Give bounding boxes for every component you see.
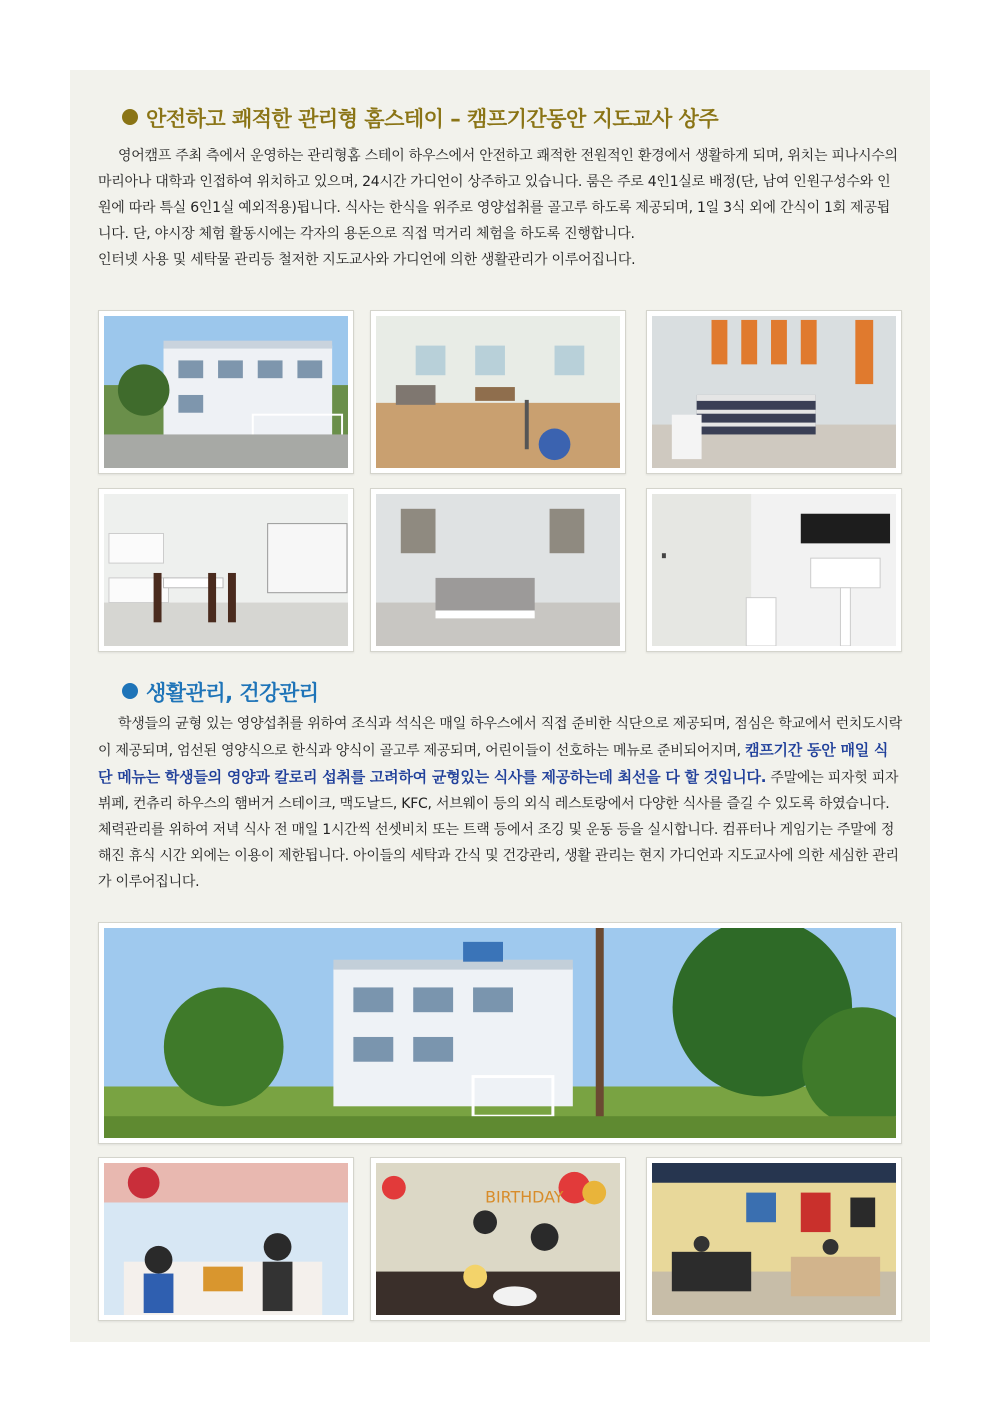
photo-bathroom	[646, 488, 902, 652]
section1-title: 안전하고 쾌적한 관리형 홈스테이 – 캠프기간동안 지도교사 상주	[146, 107, 719, 131]
photo-restaurant-kids	[98, 1157, 354, 1321]
photo-house-panorama	[98, 922, 902, 1144]
bullet-dot-icon	[122, 109, 138, 125]
photo-bedroom-2	[370, 488, 626, 652]
section2-highlight: 캠프기간 동안 매일 식단 메뉴는 학생들의 영양과 칼로리 섭취를 고려하여 균형있는 식사를 제공하는데 최선을 다 할 것입니다.	[98, 741, 889, 786]
bullet-dot-icon	[122, 683, 138, 699]
birthday-banner-text: BIRTHDAY	[485, 1187, 564, 1207]
section2-title: 생활관리, 건강관리	[146, 681, 319, 705]
section1-body	[98, 143, 902, 273]
section2-text-after: 주말에는 피자헛 피자 뷔페, 컨츄리 하우스의 햄버거 스테이크, 맥도날드, KFC, 서브웨이 등의 외식 레스토랑에서 다양한 식사를 즐길 수 있도록 하였습니다. 체력관리를 위하여 저녁 식사 전 매일 1시간씩 선셋비치 또는 트랙 등에서 조깅 및 운동 등을 실시합니다. 컴퓨터나 게임기는 주말에 정해진 휴식 시간 외에는 이용이 제한됩니다. 아이들의 세탁과 간식 및 건강관리, 생활 관리는 현지 가디언과 지도교사에 의한 세심한 관리가 이루어집니다.	[98, 770, 899, 890]
section2-text-before: 학생들의 균형 있는 영양섭취를 위하여 조식과 석식은 매일 하우스에서 직접 준비한 식단으로 제공되며, 점심은 학교에서 런치도시락이 제공되며, 엄선된 영양식으로 한식과 양식이 골고루 제공되며, 어린이들이 선호하는 메뉴로 준비되어지며,	[98, 716, 902, 759]
photo-fastfood-restaurant	[646, 1157, 902, 1321]
photo-house-exterior	[98, 310, 354, 474]
photo-birthday-party	[370, 1157, 626, 1321]
section1-heading	[122, 103, 718, 133]
section1-paragraph-2: 인터넷 사용 및 세탁물 관리등 철저한 지도교사와 가디언에 의한 생활관리가 이루어집니다.	[98, 252, 636, 268]
content-panel	[70, 70, 930, 1342]
section2-body	[98, 711, 902, 895]
photo-kitchen	[98, 488, 354, 652]
section1-paragraph-1: 영어캠프 주최 측에서 운영하는 관리형홈 스테이 하우스에서 안전하고 쾌적한 전원적인 환경에서 생활하게 되며, 위치는 피나시수의 마리아나 대학과 인접하여 위치하고 있으며, 24시간 가디언이 상주하고 있습니다. 룸은 주로 4인1실로 배정(단, 남여 인원구성수와 인원에 따라 특실 6인1실 예외적용)됩니다. 식사는 한식을 위주로 영양섭취를 골고루 하도록 제공되며, 1일 3식 외에 간식이 1회 제공됩니다. 단, 야시장 체험 활동시에는 각자의 용돈으로 직접 먹거리 체험을 하도록 진행합니다.	[98, 148, 898, 242]
section2-heading	[122, 677, 319, 707]
photo-living-room	[370, 310, 626, 474]
photo-bedroom	[646, 310, 902, 474]
